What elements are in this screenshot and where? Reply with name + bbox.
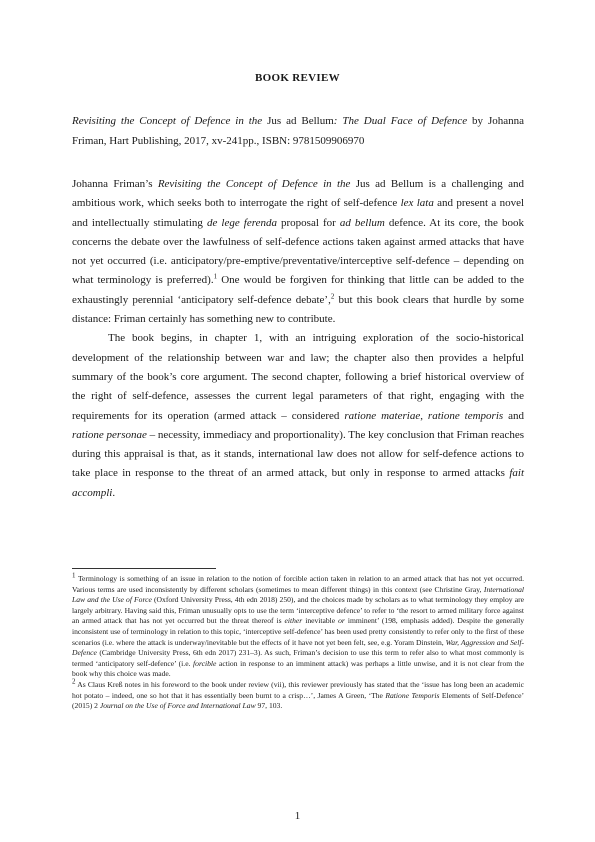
italic-run: fait accompli	[72, 467, 524, 499]
text-run: – necessity, immediacy and proportionality). The key conclusion that Friman reaches during this appraisal is that, as it stands, international law does not allow for self-defence actions to take place in response to the threat of an armed attack, but only in response to armed attacks	[72, 428, 524, 480]
italic-run: Revisiting the Concept of Defence in the	[157, 178, 351, 190]
footnote-divider	[72, 568, 216, 569]
text-run: 97, 103.	[255, 701, 283, 711]
text-run: action in response to an imminent attack) was perhaps a little unwise, and it is not clear from the book why this choice was made.	[72, 658, 525, 679]
italic-run: Journal on the Use of Force and International Law	[99, 701, 256, 711]
book-title-subtitle: : The Dual Face of Defence	[333, 115, 468, 127]
book-title-part: Revisiting the Concept of Defence in the	[72, 115, 268, 127]
footnote-ref-2[interactable]: 2	[330, 292, 335, 301]
italic-run: or	[338, 616, 345, 626]
italic-run: International Law and the Use of Force	[72, 584, 524, 605]
book-details: by Johanna Friman, Hart Publishing, 2017, xv-241pp., ISBN: 9781509906970	[72, 115, 524, 147]
text-run: proposal for	[276, 216, 340, 229]
italic-run: ratione temporis	[427, 409, 504, 422]
text-run: ,	[420, 409, 428, 422]
text-run: imminent’ (198, emphasis added). Despite the generally inconsistent use of terminology in relation to this topic, ‘interceptive self-defence’ has been used pretty consistently to refer only to the first of these scenarios (i.e. where the attack is underway/inevitable but the effects of it have not yet been felt, see, e.g. Yoram Dinstein,	[72, 616, 524, 647]
italic-run: either	[284, 616, 303, 626]
footnotes	[72, 571, 525, 712]
text-run: (Oxford University Press, 4th edn 2018) 250), and the choices made by scholars as to what terminology they employ are largely arbitrary. Having said this, Friman unusually opts to use the term ‘interceptive defence’ to refer to ‘the resort to armed military force against an armed attack that has not yet occurred but the threat thereof is	[72, 595, 524, 626]
text-run: .	[112, 486, 116, 499]
italic-run: ratione personae	[72, 428, 147, 441]
book-citation	[72, 111, 524, 151]
text-run: Jus ad Bellum is a challenging and ambitious work, which seeks both to interrogate the right of self-defence	[72, 178, 524, 210]
text-run: (Cambridge University Press, 6th edn 2017) 231–3). As such, Friman’s decision to use this term to refer also to what most commonly is termed ‘anticipatory self-defence’ (i.e.	[72, 648, 524, 668]
text-run: Johanna Friman’s	[72, 178, 158, 190]
text-run: and present a novel and intellectually stimulating	[72, 197, 525, 229]
text-run: and	[503, 409, 524, 422]
page-number: 1	[294, 810, 301, 822]
footnote-number: 2	[72, 677, 76, 686]
italic-run: ratione materiae	[344, 409, 421, 422]
italic-run: War, Aggression and Self-Defence	[72, 637, 524, 658]
text-run: but this book clears that hurdle by some distance: Friman certainly has something new to contribute.	[72, 293, 524, 326]
footnote-number: 1	[72, 571, 76, 580]
text-run: Terminology is something of an issue in relation to the notion of forcible action taken in relation to an armed attack that has not yet occurred. Various terms are used inconsistently by different scholars (sometimes to mean different things) in this context (see Christine Gray,	[72, 574, 524, 594]
text-run: inevitable	[302, 616, 339, 626]
page-title: BOOK REVIEW	[255, 72, 340, 84]
paragraph-2	[72, 329, 524, 503]
italic-run: de lege ferenda	[206, 216, 277, 229]
book-title-latin: Jus ad Bellum	[267, 115, 334, 127]
text-run: The book begins, in chapter 1, with an intriguing exploration of the socio-historical development of the relationship between war and law; the chapter also then provides a helpful summary of the book’s core argument. The second chapter, following a brief historical overview of the right of self-defence, assesses the current legal parameters of that right, engaging with the requirements for its operation (armed attack – considered	[72, 332, 524, 422]
paragraph-1	[72, 175, 524, 329]
italic-run: forcible	[193, 658, 217, 668]
text-run: Elements of Self-Defence’ (2015) 2	[72, 690, 524, 711]
text-run: defence. At its core, the book concerns the debate over the lawfulness of self-defence actions taken against armed attacks that have not yet occurred (i.e. anticipatory/pre-emptive/preventative/interceptive self-defence – depending on what terminology is preferred).	[72, 216, 524, 287]
italic-run: Ratione Temporis	[385, 690, 440, 700]
review-body	[72, 175, 524, 503]
text-run: One would be forgiven for thinking that little can be added to the exhaustingly perennial ‘anticipatory self-defence debate’,	[72, 274, 524, 306]
footnote-ref-1[interactable]: 1	[213, 272, 218, 281]
italic-run: lex lata	[400, 197, 434, 210]
italic-run: ad bellum	[339, 216, 385, 229]
footnote-1	[72, 571, 525, 680]
text-run: As Claus Kreß notes in his foreword to the book under review (vii), this reviewer previously has stated that the ‘issue has long been an academic hot potato – indeed, one so hot that it has essentially been burnt to a crisp…’, James A Green, ‘The	[72, 679, 524, 700]
footnote-2	[72, 677, 524, 712]
